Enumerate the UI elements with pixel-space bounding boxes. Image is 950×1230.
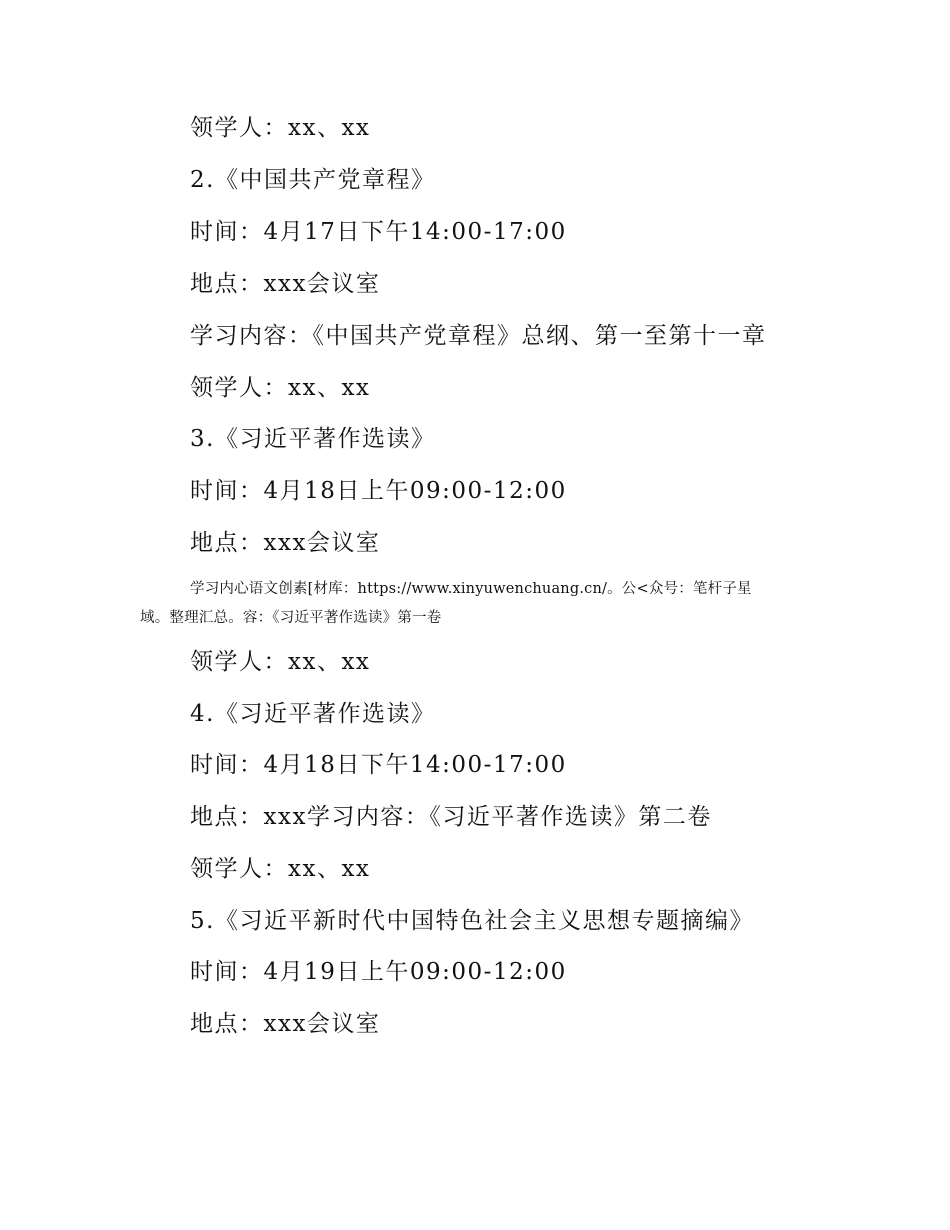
text-line-time-2: 时间：4月17日下午14:00-17:00 <box>190 219 567 245</box>
text-line-location-3: 地点：xxx会议室 <box>190 530 381 556</box>
text-line-location-content-4: 地点：xxx学习内容：《习近平著作选读》第二卷 <box>190 804 712 830</box>
text-line-section-3-title: 3.《习近平著作选读》 <box>190 426 436 452</box>
text-line-time-3: 时间：4月18日上午09:00-12:00 <box>190 478 567 504</box>
text-line-location-2: 地点：xxx会议室 <box>190 271 381 297</box>
text-line-time-4: 时间：4月18日下午14:00-17:00 <box>190 752 567 778</box>
text-line-section-5-title: 5.《习近平新时代中国特色社会主义思想专题摘编》 <box>190 908 754 934</box>
text-line-leader-1: 领学人：xx、xx <box>190 115 371 141</box>
watermark-line-1: 学习内心语文创素[材库：https://www.xinyuwenchuang.cn/。公<众号：笔杆子星 <box>190 581 752 597</box>
watermark-line-2: 域。整理汇总。容：《习近平著作选读》第一卷 <box>140 610 442 626</box>
text-line-location-5: 地点：xxx会议室 <box>190 1011 381 1037</box>
text-line-content-2: 学习内容：《中国共产党章程》总纲、第一至第十一章 <box>190 323 767 349</box>
text-line-leader-3: 领学人：xx、xx <box>190 649 371 675</box>
text-line-section-2-title: 2.《中国共产党章程》 <box>190 167 436 193</box>
text-line-leader-2: 领学人：xx、xx <box>190 375 371 401</box>
text-line-section-4-title: 4.《习近平著作选读》 <box>190 701 436 727</box>
text-line-time-5: 时间：4月19日上午09:00-12:00 <box>190 959 567 985</box>
text-line-leader-4: 领学人：xx、xx <box>190 856 371 882</box>
